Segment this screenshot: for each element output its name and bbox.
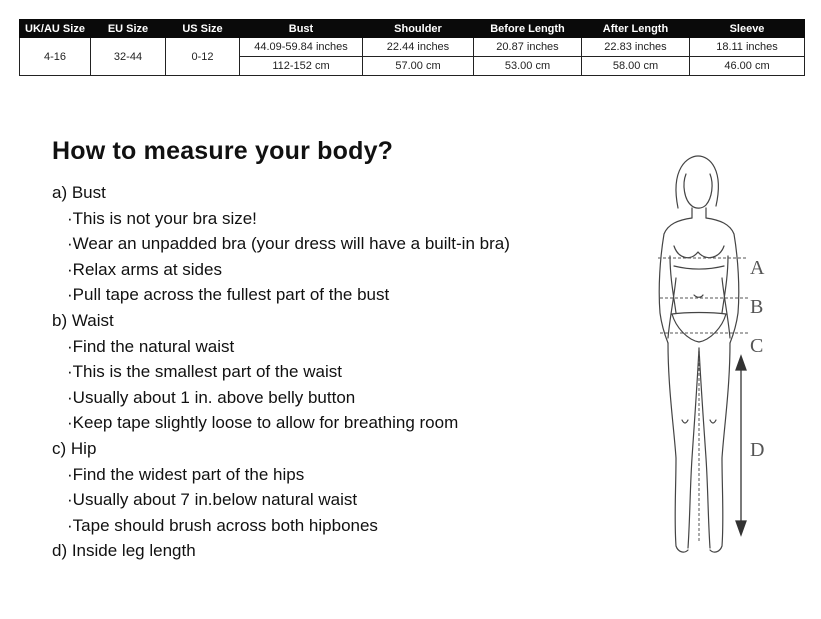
col-header-shoulder: Shoulder bbox=[363, 19, 474, 38]
page-title: How to measure your body? bbox=[52, 137, 394, 165]
cell-bust-inches: 44.09-59.84 inches bbox=[240, 38, 363, 57]
waist-tip: · Keep tape slightly loose to allow for breathing room bbox=[52, 410, 510, 436]
cell-sleeve-inches: 18.11 inches bbox=[690, 38, 805, 57]
cell-us-size: 0-12 bbox=[166, 38, 240, 76]
marker-b-label: B bbox=[750, 296, 764, 318]
col-header-us-size: US Size bbox=[166, 19, 240, 38]
cell-eu-size: 32-44 bbox=[91, 38, 166, 76]
cell-shoulder-cm: 57.00 cm bbox=[363, 57, 474, 76]
section-bust-label: a) Bust bbox=[52, 183, 106, 202]
bust-tip: · This is not your bra size! bbox=[52, 206, 510, 232]
section-inside-leg-label: d) Inside leg length bbox=[52, 541, 196, 561]
bust-tip: · Relax arms at sides bbox=[52, 257, 510, 283]
table-row-inches bbox=[20, 38, 805, 57]
waist-tip: · Usually about 1 in. above belly button bbox=[52, 385, 510, 411]
section-hip-label: c) Hip bbox=[52, 438, 97, 458]
size-table bbox=[19, 19, 805, 76]
size-table-header-row bbox=[20, 19, 805, 38]
section-waist-label: b) Waist bbox=[52, 310, 114, 330]
col-header-uk-au-size: UK/AU Size bbox=[20, 19, 91, 38]
marker-d-label: D bbox=[750, 439, 765, 461]
cell-bust-cm: 112-152 cm bbox=[240, 57, 363, 76]
col-header-eu-size: EU Size bbox=[91, 19, 166, 38]
body-outline-illustration bbox=[630, 148, 780, 568]
measurement-guide bbox=[52, 180, 510, 564]
marker-a-label: A bbox=[750, 257, 765, 279]
col-header-bust: Bust bbox=[240, 19, 363, 38]
waist-tip: · This is the smallest part of the waist bbox=[52, 359, 510, 385]
cell-uk-au-size: 4-16 bbox=[20, 38, 91, 76]
hip-tip: · Find the widest part of the hips bbox=[52, 462, 510, 488]
cell-sleeve-cm: 46.00 cm bbox=[690, 57, 805, 76]
hip-tip: · Tape should brush across both hipbones bbox=[52, 513, 510, 539]
cell-shoulder-inches: 22.44 inches bbox=[363, 38, 474, 57]
waist-tip: · Find the natural waist bbox=[52, 334, 510, 360]
bust-tip: · Pull tape across the fullest part of the bust bbox=[52, 282, 510, 308]
hip-tip: · Usually about 7 in.below natural waist bbox=[52, 487, 510, 513]
body-measurement-figure bbox=[630, 148, 780, 568]
marker-c-label: C bbox=[750, 335, 764, 357]
cell-before-length-inches: 20.87 inches bbox=[474, 38, 582, 57]
col-header-before-length: Before Length bbox=[474, 19, 582, 38]
col-header-after-length: After Length bbox=[582, 19, 690, 38]
cell-before-length-cm: 53.00 cm bbox=[474, 57, 582, 76]
bust-tip: · Wear an unpadded bra (your dress will have a built-in bra) bbox=[52, 231, 510, 257]
cell-after-length-inches: 22.83 inches bbox=[582, 38, 690, 57]
cell-after-length-cm: 58.00 cm bbox=[582, 57, 690, 76]
col-header-sleeve: Sleeve bbox=[690, 19, 805, 38]
